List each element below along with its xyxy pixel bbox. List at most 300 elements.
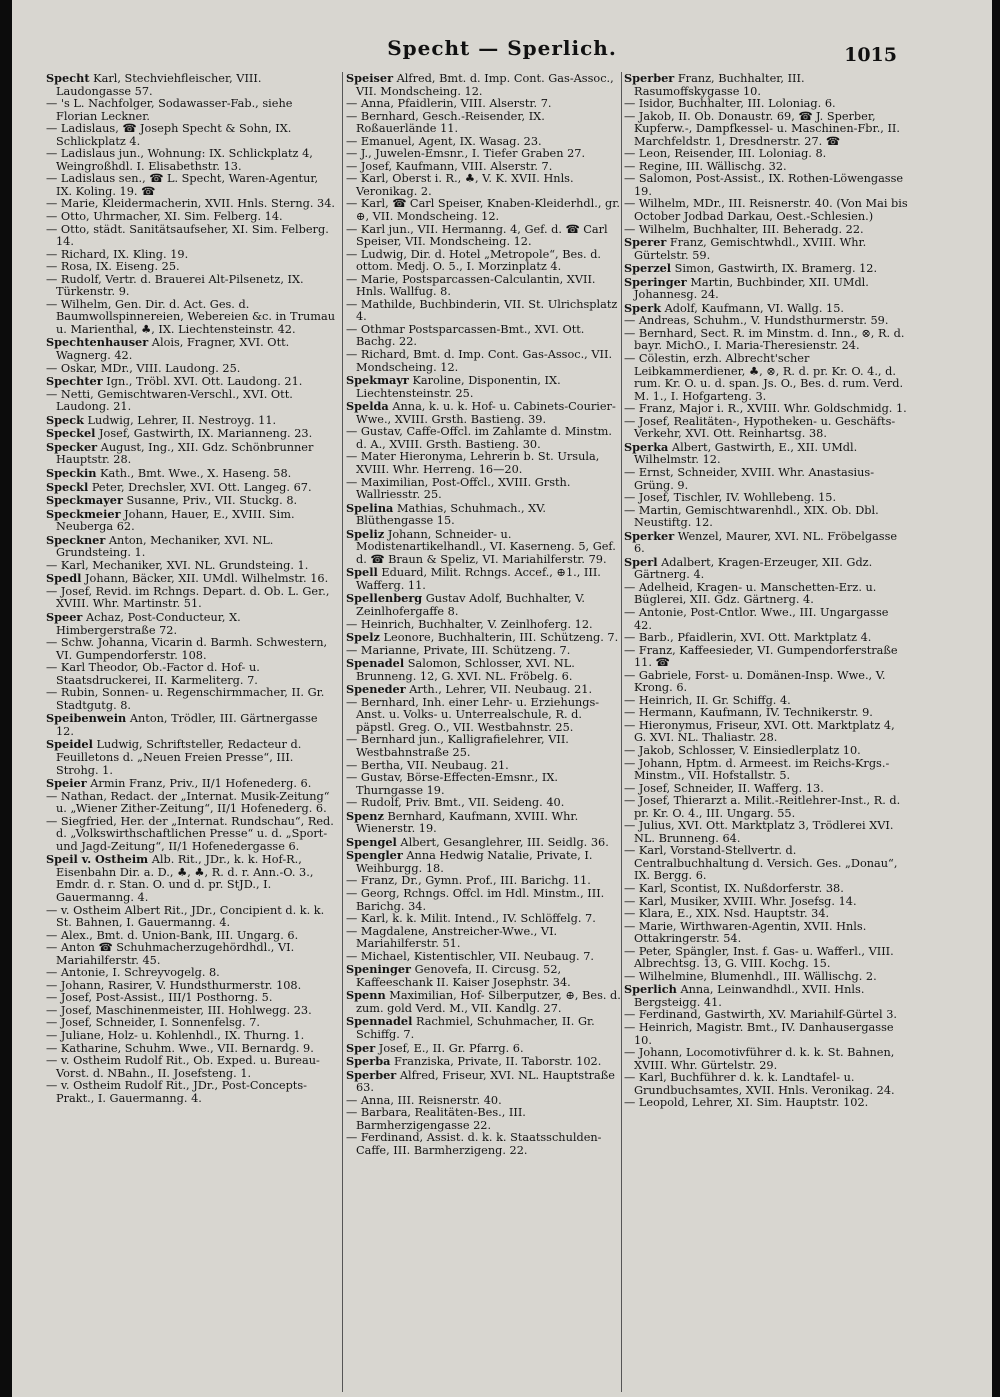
entry-text: Josef, E., II. Gr. Pfarrg. 6. bbox=[375, 1041, 524, 1055]
entry-text: — Regine, III. Wällischg. 32. bbox=[624, 159, 787, 173]
entry-text: — Wilhelm, Gen. Dir. d. Act. Ges. d. Baumwollspinnereien, Webereien &c. in Trumau u. Marienthal, ♣, IX. Liechtensteinstr. 42. bbox=[46, 297, 335, 336]
entry-text: — Otto, Uhrmacher, XI. Sim. Felberg. 14. bbox=[46, 210, 283, 224]
entry-text: — Johann, Hptm. d. Armeest. im Reichs-Krgs.-Minstm., VII. Hofstallstr. 5. bbox=[624, 756, 890, 783]
directory-entry bbox=[624, 276, 908, 302]
entry-text: Arth., Lehrer, VII. Neubaug. 21. bbox=[405, 683, 593, 697]
directory-entry bbox=[46, 637, 336, 662]
entry-text: — Karl, Musiker, XVIII. Whr. Josefsg. 14. bbox=[624, 894, 857, 908]
directory-entry bbox=[46, 389, 336, 414]
surname-heading: Speckel bbox=[46, 426, 96, 441]
directory-entry bbox=[346, 963, 622, 989]
directory-entry bbox=[46, 791, 336, 816]
entry-text: — Marie, Wirthwaren-Agentin, XVII. Hnls. Ottakringerstr. 54. bbox=[624, 919, 867, 946]
entry-text: — Heinrich, II. Gr. Schiffg. 4. bbox=[624, 693, 791, 707]
directory-entry bbox=[46, 98, 336, 123]
directory-entry bbox=[624, 921, 908, 946]
entry-text: — Josef, Thierarzt a. Milit.-Reitlehrer-Inst., R. d. pr. Kr. O. 4., III. Ungarg. 55. bbox=[624, 794, 901, 820]
entry-text: — Schw. Johanna, Vicarin d. Barmh. Schwestern, VI. Gumpendorferstr. 108. bbox=[46, 636, 328, 662]
directory-entry bbox=[346, 198, 622, 223]
directory-entry bbox=[46, 336, 336, 362]
column-1 bbox=[46, 72, 336, 1392]
entry-text: — Ferdinand, Assist. d. k. k. Staatsschulden-Caffe, III. Barmherzigeng. 22. bbox=[346, 1131, 602, 1157]
directory-entry bbox=[346, 324, 622, 349]
directory-entry bbox=[46, 1055, 336, 1080]
entry-text: — Alex., Bmt. d. Union-Bank, III. Ungarg. 6. bbox=[46, 928, 299, 942]
entry-text: Rachmiel, Schuhmacher, II. Gr. Schiffg. 7. bbox=[356, 1015, 595, 1042]
directory-entry bbox=[46, 1080, 336, 1105]
entry-text: — Rosa, IX. Eiseng. 25. bbox=[46, 260, 180, 274]
entry-text: — 's L. Nachfolger, Sodawasser-Fab., siehe Florian Leckner. bbox=[46, 97, 293, 123]
entry-text: — Emanuel, Agent, IX. Wasag. 23. bbox=[346, 134, 542, 148]
surname-heading: Spenz bbox=[346, 808, 384, 823]
entry-text: — Josef, Maschinenmeister, III. Hohlwegg. 23. bbox=[46, 1003, 312, 1017]
entry-text: Johann, Schneider- u. Modistenartikelhandl., VI. Kaserneng. 5, Gef. d. ☎ Braun & Speliz, VI. Mariahilferstr. 79. bbox=[356, 527, 616, 566]
entry-text: Salomon, Schlosser, XVI. NL. Brunneng. 12, G. XVI. NL. Fröbelg. 6. bbox=[356, 657, 575, 683]
directory-entry bbox=[46, 534, 336, 560]
entry-text: — Cölestin, erzh. Albrecht'scher Leibkammerdiener, ♣, ⊗, R. d. pr. Kr. O. 4., d. rum. Kr. O. u. d. span. Js. O., Bes. d. rum. Verd. M. 1., I. Hofgarteng. 3. bbox=[624, 352, 904, 403]
surname-heading: Spell bbox=[346, 565, 378, 580]
page-header bbox=[12, 30, 992, 70]
surname-heading: Sperer bbox=[624, 235, 667, 250]
entry-text: — Josef, Tischler, IV. Wohllebeng. 15. bbox=[624, 491, 837, 505]
directory-entry bbox=[346, 72, 622, 98]
entry-text: — Marie, Postsparcassen-Calculantin, XVII. Hnls. Wallfug. 8. bbox=[346, 272, 596, 299]
entry-text: — Marianne, Private, III. Schützeng. 7. bbox=[346, 643, 571, 657]
directory-entry bbox=[624, 1097, 908, 1110]
surname-heading: Spenadel bbox=[346, 656, 405, 671]
directory-entry bbox=[624, 670, 908, 695]
entry-text: — Jakob, Schlosser, V. Einsiedlerplatz 10. bbox=[624, 743, 861, 757]
page-number: 1015 bbox=[844, 44, 897, 66]
directory-entry bbox=[624, 353, 908, 403]
entry-text: — Rubin, Sonnen- u. Regenschirmmacher, II. Gr. Stadtgutg. 8. bbox=[46, 686, 325, 712]
entry-text: Anton, Trödler, III. Gärtnergasse 12. bbox=[56, 712, 318, 738]
entry-text: — Antonie, Post-Cntlor. Wwe., III. Ungargasse 42. bbox=[624, 605, 889, 632]
directory-entry bbox=[624, 795, 908, 820]
entry-text: — Bernhard, Inh. einer Lehr- u. Erziehungs-Anst. u. Volks- u. Unterrealschule, R. d. päpstl. Greg. O., VII. Westbahnstr. 25. bbox=[346, 695, 600, 734]
directory-entry bbox=[346, 528, 622, 567]
entry-text: — Bernhard jun., Kalligrafielehrer, VII. Westbahnstraße 25. bbox=[346, 733, 569, 759]
entry-text: — Maximilian, Post-Offcl., XVIII. Grsth. Wallriesstr. 25. bbox=[346, 475, 571, 502]
directory-entry bbox=[46, 508, 336, 534]
entry-text: — Jakob, II. Ob. Donaustr. 69, ☎ J. Sperber, Kupferw.-, Dampfkessel- u. Maschinen-Fbr., II. Marchfeldstr. 1, Dresdnerstr. 27. ☎ bbox=[624, 109, 900, 148]
directory-entry bbox=[346, 566, 622, 592]
directory-entry bbox=[346, 772, 622, 797]
directory-entry bbox=[346, 849, 622, 875]
entry-text: Johann, Bäcker, XII. UMdl. Wilhelmstr. 16. bbox=[81, 572, 329, 586]
directory-entry bbox=[624, 224, 908, 237]
entry-text: Josef, Gastwirth, IX. Marianneng. 23. bbox=[95, 427, 313, 441]
directory-entry bbox=[46, 123, 336, 148]
entry-text: — Leon, Reisender, III. Loloniag. 8. bbox=[624, 147, 827, 161]
surname-heading: Speckner bbox=[46, 532, 106, 547]
directory-entry bbox=[46, 375, 336, 389]
column-divider bbox=[342, 72, 343, 1392]
entry-text: Anna Hedwig Natalie, Private, I. Weihburgg. 18. bbox=[356, 849, 593, 875]
surname-heading: Speliz bbox=[346, 526, 385, 541]
directory-entry bbox=[346, 426, 622, 451]
directory-entry bbox=[346, 797, 622, 810]
entry-text: — Josef, Schneider, II. Wafferg. 13. bbox=[624, 781, 824, 795]
surname-heading: Speckmayer bbox=[46, 493, 123, 508]
entry-text: Bernhard, Kaufmann, XVIII. Whr. Wienerstr. 19. bbox=[356, 809, 579, 836]
directory-entry bbox=[346, 249, 622, 274]
directory-entry bbox=[346, 400, 622, 426]
entry-text: — Johann, Locomotivführer d. k. k. St. Bahnen, XVIII. Whr. Gürtelstr. 29. bbox=[624, 1046, 895, 1072]
page-title: Specht — Sperlich. bbox=[387, 36, 617, 60]
entry-text: Karl, Stechviehfleischer, VIII. Laudongasse 57. bbox=[56, 72, 262, 98]
directory-entry bbox=[624, 556, 908, 582]
surname-heading: Speckin bbox=[46, 465, 97, 480]
surname-heading: Speninger bbox=[346, 962, 412, 977]
entry-text: — Adelheid, Kragen- u. Manschetten-Erz. u. Büglerei, XII. Gdz. Gärtnerg. 4. bbox=[624, 580, 877, 607]
entry-text: Johann, Hauer, E., XVIII. Sim. Neuberga 62. bbox=[56, 507, 295, 534]
entry-text: Adolf, Kaufmann, VI. Wallg. 15. bbox=[661, 301, 844, 315]
entry-text: — Leopold, Lehrer, XI. Sim. Hauptstr. 102. bbox=[624, 1096, 869, 1110]
entry-text: — Martin, Gemischtwarenhdl., XIX. Ob. Dbl. Neustiftg. 12. bbox=[624, 503, 879, 530]
directory-entry bbox=[624, 416, 908, 441]
entry-text: Ign., Tröbl. XVI. Ott. Laudong. 21. bbox=[102, 375, 303, 389]
directory-entry bbox=[346, 374, 622, 400]
directory-entry bbox=[346, 1069, 622, 1095]
surname-heading: Spengel bbox=[346, 834, 397, 849]
entry-text: — Anton ☎ Schuhmacherzugehördhdl., VI. Mariahilferstr. 45. bbox=[46, 941, 295, 967]
surname-heading: Sperker bbox=[624, 528, 675, 543]
entry-text: — Siegfried, Her. der „Internat. Rundschau“, Red. d. „Volkswirthschaftlichen Presse“ u. d. „Sport- und Jagd-Zeitung“, II/1 Hofenedergasse 6. bbox=[46, 814, 334, 853]
surname-heading: Speier bbox=[46, 776, 87, 791]
entry-text: — Karl Theodor, Ob.-Factor d. Hof- u. Staatsdruckerei, II. Karmeliterg. 7. bbox=[46, 661, 260, 687]
entry-text: — Anna, Pfaidlerin, VIII. Alserstr. 7. bbox=[346, 97, 552, 111]
directory-entry bbox=[346, 631, 622, 645]
directory-entry bbox=[346, 1055, 622, 1069]
entry-text: Franz, Gemischtwhdl., XVIII. Whr. Gürtelstr. 59. bbox=[634, 236, 867, 262]
entry-text: Anna, Leinwandhdl., XVII. Hnls. Bergsteigg. 41. bbox=[634, 983, 865, 1009]
entry-text: Genovefa, II. Circusg. 52, Kaffeeschank II. Kaiser Josephstr. 34. bbox=[356, 963, 571, 989]
directory-entry bbox=[346, 592, 622, 618]
entry-text: — Mathilde, Buchbinderin, VII. St. Ulrichsplatz 4. bbox=[346, 297, 618, 324]
entry-text: Alfred, Friseur, XVI. NL. Hauptstraße 63. bbox=[356, 1068, 615, 1095]
directory-entry bbox=[46, 427, 336, 441]
entry-text: — Julius, XVI. Ott. Marktplatz 3, Trödlerei XVI. NL. Brunneng. 64. bbox=[624, 819, 894, 845]
entry-text: — Ernst, Schneider, XVIII. Whr. Anastasius-Grüng. 9. bbox=[624, 465, 875, 492]
directory-entry bbox=[624, 302, 908, 316]
surname-heading: Spelina bbox=[346, 500, 394, 515]
surname-heading: Speidel bbox=[46, 737, 93, 752]
entry-text: Anton, Mechaniker, XVI. NL. Grundsteing. 1. bbox=[56, 533, 274, 560]
directory-entry bbox=[624, 111, 908, 149]
entry-text: — Oskar, MDr., VIII. Laudong. 25. bbox=[46, 361, 241, 375]
surname-heading: Spelda bbox=[346, 399, 389, 414]
entry-text: Peter, Drechsler, XVI. Ott. Langeg. 67. bbox=[88, 480, 312, 494]
directory-entry bbox=[346, 697, 622, 735]
entry-text: Martin, Buchbinder, XII. UMdl. Johannesg. 24. bbox=[634, 275, 869, 302]
entry-text: — Rudolf, Vertr. d. Brauerei Alt-Pilsenetz, IX. Türkenstr. 9. bbox=[46, 272, 304, 299]
directory-entry bbox=[46, 481, 336, 495]
entry-text: — Otto, städt. Sanitätsaufseher, XI. Sim. Felberg. 14. bbox=[46, 222, 329, 249]
surname-heading: Spengler bbox=[346, 848, 403, 863]
directory-entry bbox=[346, 683, 622, 697]
entry-text: — Karl, Mechaniker, XVI. NL. Grundsteing. 1. bbox=[46, 558, 309, 572]
entry-text: — Ladislaus sen., ☎ L. Specht, Waren-Agentur, IX. Koling. 19. ☎ bbox=[46, 172, 319, 198]
entry-text: Alfred, Bmt. d. Imp. Cont. Gas-Assoc., VII. Mondscheing. 12. bbox=[356, 72, 614, 98]
directory-entry bbox=[46, 662, 336, 687]
directory-entry bbox=[346, 1042, 622, 1056]
directory-entry bbox=[346, 989, 622, 1015]
entry-text: — Josef, Revid. im Rchngs. Depart. d. Ob. L. Ger., XVIII. Whr. Martinstr. 51. bbox=[46, 584, 330, 611]
surname-heading: Specker bbox=[46, 439, 98, 454]
entry-text: — Wilhelm, Buchhalter, III. Beheradg. 22. bbox=[624, 222, 864, 236]
entry-text: — Johann, Rasirer, V. Hundsthurmerstr. 108. bbox=[46, 978, 302, 992]
directory-entry bbox=[346, 451, 622, 476]
directory-entry bbox=[46, 611, 336, 637]
entry-text: — Ladislaus, ☎ Joseph Specht & Sohn, IX. Schlickplatz 4. bbox=[46, 122, 292, 148]
surname-heading: Spelz bbox=[346, 630, 380, 645]
entry-text: Albert, Gastwirth, E., XII. UMdl. Wilhelmstr. 12. bbox=[634, 440, 858, 467]
entry-text: — Josef, Post-Assist., III/1 Posthorng. 5. bbox=[46, 991, 273, 1005]
entry-text: — Othmar Postsparcassen-Bmt., XVI. Ott. Bachg. 22. bbox=[346, 322, 585, 349]
directory-entry bbox=[46, 853, 336, 904]
surname-heading: Sperber bbox=[624, 72, 675, 85]
entry-text: Albert, Gesanglehrer, III. Seidlg. 36. bbox=[396, 835, 609, 849]
entry-text: Maximilian, Hof- Silberputzer, ⊕, Bes. d. zum. gold Verd. M., VII. Kandlg. 27. bbox=[356, 989, 621, 1015]
entry-text: — Juliane, Holz- u. Kohlenhdl., IX. Thurng. 1. bbox=[46, 1029, 305, 1043]
surname-heading: Speiser bbox=[346, 72, 394, 85]
entry-text: — Bernhard, Sect. R. im Minstm. d. Inn., ⊗, R. d. bayr. MichO., I. Maria-Theresienstr. 24. bbox=[624, 326, 905, 353]
surname-heading: Spellenberg bbox=[346, 591, 423, 606]
directory-entry bbox=[346, 926, 622, 951]
entry-text: Anna, k. u. k. Hof- u. Cabinets-Courier-Wwe., XVIII. Grsth. Bastieng. 39. bbox=[356, 400, 616, 426]
entry-text: Franz, Buchhalter, III. Rasumoffskygasse 10. bbox=[634, 72, 805, 98]
entry-text: — Antonie, I. Schreyvogelg. 8. bbox=[46, 966, 220, 980]
directory-entry bbox=[346, 224, 622, 249]
surname-heading: Speringer bbox=[624, 274, 687, 289]
directory-entry bbox=[624, 946, 908, 971]
entry-text: Karoline, Disponentin, IX. Liechtensteinstr. 25. bbox=[356, 374, 561, 400]
entry-text: Ludwig, Lehrer, II. Nestroyg. 11. bbox=[83, 413, 277, 427]
entry-text: — Karl, ☎ Carl Speiser, Knaben-Kleiderhdl., gr. ⊕, VII. Mondscheing. 12. bbox=[346, 197, 620, 224]
surname-heading: Spechtenhauser bbox=[46, 335, 149, 350]
entry-text: Eduard, Milit. Rchngs. Accef., ⊕1., III. Wafferg. 11. bbox=[356, 566, 601, 592]
surname-heading: Speneder bbox=[346, 682, 406, 697]
entry-text: — Magdalene, Anstreicher-Wwe., VI. Mariahilferstr. 51. bbox=[346, 924, 558, 951]
entry-text: Kath., Bmt. Wwe., X. Haseng. 58. bbox=[96, 466, 292, 480]
directory-entry bbox=[624, 441, 908, 467]
directory-entry bbox=[346, 810, 622, 836]
directory-entry bbox=[624, 983, 908, 1009]
entry-text: Armin Franz, Priv., II/1 Hofenederg. 6. bbox=[86, 777, 312, 791]
entry-text: Susanne, Priv., VII. Stuckg. 8. bbox=[122, 494, 298, 508]
surname-heading: Spenn bbox=[346, 988, 386, 1003]
directory-entry bbox=[624, 607, 908, 632]
entry-text: — Josef, Kaufmann, VIII. Alserstr. 7. bbox=[346, 159, 553, 173]
entry-text: — Gustav, Caffe-Offcl. im Zahlamte d. Minstm. d. A., XVIII. Grsth. Bastieng. 30. bbox=[346, 425, 612, 451]
column-2 bbox=[346, 72, 622, 1392]
directory-entry bbox=[46, 942, 336, 967]
directory-entry bbox=[624, 328, 908, 353]
directory-entry bbox=[46, 414, 336, 428]
entry-text: — Nathan, Redact. der „Internat. Musik-Zeitung“ u. „Wiener Zither-Zeitung“, II/1 Hofenederg. 6. bbox=[46, 789, 330, 816]
directory-entry bbox=[46, 494, 336, 508]
entry-text: Ludwig, Schriftsteller, Redacteur d. Feuilletons d. „Neuen Freien Presse“, III. Strohg. 1. bbox=[56, 738, 302, 777]
surname-heading: Sperber bbox=[346, 1067, 397, 1082]
surname-heading: Sperl bbox=[624, 554, 658, 569]
entry-text: — Peter, Spängler, Inst. f. Gas- u. Wafferl., VIII. Albrechtsg. 13, G. VIII. Kochg. 15. bbox=[624, 944, 894, 971]
directory-entry bbox=[46, 148, 336, 173]
directory-entry bbox=[46, 586, 336, 611]
entry-text: — Bernhard, Gesch.-Reisender, IX. Roßauerlände 11. bbox=[346, 109, 545, 136]
directory-entry bbox=[346, 1107, 622, 1132]
entry-text: — v. Ostheim Rudolf Rit., JDr., Post-Concepts-Prakt., I. Gauermanng. 4. bbox=[46, 1079, 307, 1105]
directory-entry bbox=[624, 173, 908, 198]
directory-entry bbox=[346, 1132, 622, 1157]
directory-entry bbox=[346, 734, 622, 759]
entry-text: — Isidor, Buchhalter, III. Loloniag. 6. bbox=[624, 97, 836, 111]
directory-entry bbox=[624, 505, 908, 530]
directory-entry bbox=[46, 72, 336, 98]
entry-text: — Katharine, Schuhm. Wwe., VII. Bernardg. 9. bbox=[46, 1041, 314, 1055]
directory-entry bbox=[346, 888, 622, 913]
entry-text: — Salomon, Post-Assist., IX. Rothen-Löwengasse 19. bbox=[624, 172, 904, 198]
surname-heading: Speer bbox=[46, 609, 83, 624]
entry-text: — Franz, Major i. R., XVIII. Whr. Goldschmidg. 1. bbox=[624, 402, 907, 416]
directory-entry bbox=[46, 712, 336, 738]
entry-text: — Karl, Buchführer d. k. k. Landtafel- u. Grundbuchsamtes, XVII. Hnls. Veronikag. 24. bbox=[624, 1071, 895, 1097]
entry-text: — Ladislaus jun., Wohnung: IX. Schlickplatz 4, Weingroßhdl. I. Elisabethstr. 13. bbox=[46, 147, 313, 173]
entry-text: — Bertha, VII. Neubaug. 21. bbox=[346, 758, 509, 772]
directory-entry bbox=[624, 198, 908, 223]
entry-text: — Anna, III. Reisnerstr. 40. bbox=[346, 1093, 502, 1107]
entry-text: — Ludwig, Dir. d. Hotel „Metropole“, Bes. d. ottom. Medj. O. 5., I. Morzinplatz 4. bbox=[346, 247, 602, 274]
entry-text: — v. Ostheim Rudolf Rit., Ob. Exped. u. Bureau-Vorst. d. NBahn., II. Josefsteng. 1. bbox=[46, 1054, 320, 1080]
directory-entry bbox=[346, 349, 622, 374]
entry-text: — Rudolf, Priv. Bmt., VII. Seideng. 40. bbox=[346, 796, 565, 810]
directory-entry bbox=[346, 173, 622, 198]
entry-text: — Karl, k. k. Milit. Intend., IV. Schlöffelg. 7. bbox=[346, 912, 596, 926]
entry-text: Adalbert, Kragen-Erzeuger, XII. Gdz. Gärtnerg. 4. bbox=[634, 555, 873, 582]
entry-text: — Richard, IX. Kling. 19. bbox=[46, 247, 189, 261]
directory-entry bbox=[46, 816, 336, 854]
directory-entry bbox=[624, 467, 908, 492]
surname-heading: Speck bbox=[46, 412, 84, 427]
entry-text: August, Ing., XII. Gdz. Schönbrunner Hauptstr. 28. bbox=[56, 440, 314, 467]
directory-entry bbox=[46, 224, 336, 249]
entry-text: — Marie, Kleidermacherin, XVII. Hnls. Sterng. 34. bbox=[46, 197, 335, 211]
directory-entry bbox=[346, 299, 622, 324]
surname-heading: Sperk bbox=[624, 300, 662, 315]
directory-entry bbox=[346, 111, 622, 136]
entry-text: — Mater Hieronyma, Lehrerin b. St. Ursula, XVIII. Whr. Herreng. 16—20. bbox=[346, 450, 600, 476]
surname-heading: Sperba bbox=[346, 1054, 391, 1069]
directory-entry bbox=[46, 572, 336, 586]
directory-entry bbox=[346, 274, 622, 299]
directory-entry bbox=[346, 502, 622, 528]
entry-text: — Franz, Kaffeesieder, VI. Gumpendorferstraße 11. ☎ bbox=[624, 643, 898, 670]
entry-text: — Hieronymus, Friseur, XVI. Ott. Marktplatz 4, G. XVI. NL. Thaliastr. 28. bbox=[624, 718, 895, 745]
entry-text: Franziska, Private, II. Taborstr. 102. bbox=[390, 1055, 602, 1069]
directory-entry bbox=[624, 530, 908, 556]
directory-entry bbox=[46, 467, 336, 481]
entry-text: — Wilhelmine, Blumenhdl., III. Wällischg. 2. bbox=[624, 969, 877, 983]
directory-entry bbox=[46, 687, 336, 712]
entry-text: — Josef, Realitäten-, Hypotheken- u. Geschäfts-Verkehr, XVI. Ott. Reinhartsg. 38. bbox=[624, 414, 896, 441]
entry-text: — Karl jun., VII. Hermanng. 4, Gef. d. ☎ Carl Speiser, VII. Mondscheing. 12. bbox=[346, 222, 608, 249]
entry-text: — Richard, Bmt. d. Imp. Cont. Gas-Assoc., VII. Mondscheing. 12. bbox=[346, 348, 613, 374]
entry-text: Achaz, Post-Conducteur, X. Himbergerstraße 72. bbox=[56, 610, 241, 637]
directory-entry bbox=[624, 1072, 908, 1097]
directory-entry bbox=[624, 758, 908, 783]
surname-heading: Speil v. Ostheim bbox=[46, 852, 149, 867]
directory-entry bbox=[624, 720, 908, 745]
entry-text: Gustav Adolf, Buchhalter, V. Zeinlhofergaffe 8. bbox=[356, 592, 586, 618]
directory-entry bbox=[624, 582, 908, 607]
directory-page bbox=[12, 0, 992, 1397]
directory-entry bbox=[624, 845, 908, 883]
entry-text: Leonore, Buchhalterin, III. Schützeng. 7. bbox=[379, 631, 619, 645]
entry-text: Alois, Fragner, XVI. Ott. Wagnerg. 42. bbox=[56, 336, 290, 363]
directory-entry bbox=[46, 274, 336, 299]
entry-text: — v. Ostheim Albert Rit., JDr., Concipient d. k. k. St. Bahnen, I. Gauermanng. 4. bbox=[46, 903, 325, 930]
surname-heading: Sperzel bbox=[624, 261, 672, 276]
directory-entry bbox=[46, 441, 336, 467]
surname-heading: Spechter bbox=[46, 374, 103, 389]
directory-entry bbox=[624, 645, 908, 670]
entry-text: — Barbara, Realitäten-Bes., III. Barmherzigengasse 22. bbox=[346, 1106, 526, 1132]
entry-text: — Karl, Vorstand-Stellvertr. d. Centralbuchhaltung d. Versich. Ges. „Donau“, IX. Bergg. 6. bbox=[624, 844, 898, 883]
surname-heading: Specht bbox=[46, 72, 90, 85]
entry-text: — Michael, Kistentischler, VII. Neubaug. 7. bbox=[346, 949, 594, 963]
column-3 bbox=[624, 72, 908, 1392]
entry-text: Wenzel, Maurer, XVI. NL. Fröbelgasse 6. bbox=[634, 529, 898, 556]
surname-heading: Spedl bbox=[46, 571, 82, 586]
entry-text: Simon, Gastwirth, IX. Bramerg. 12. bbox=[671, 262, 878, 276]
entry-text: — Hermann, Kaufmann, IV. Technikerstr. 9. bbox=[624, 706, 873, 720]
entry-text: — Netti, Gemischtwaren-Verschl., XVI. Ott. Laudong. 21. bbox=[46, 387, 293, 414]
directory-entry bbox=[624, 262, 908, 276]
entry-text: — Josef, Schneider, I. Sonnenfelsg. 7. bbox=[46, 1016, 261, 1030]
directory-entry bbox=[46, 738, 336, 777]
directory-entry bbox=[46, 299, 336, 337]
entry-text: — Gustav, Börse-Effecten-Emsnr., IX. Thurngasse 19. bbox=[346, 771, 558, 797]
entry-text: — Georg, Rchngs. Offcl. im Hdl. Minstm., III. Barichg. 34. bbox=[346, 887, 605, 913]
directory-entry bbox=[624, 1022, 908, 1047]
entry-text: — Andreas, Schuhm., V. Hundsthurmerstr. 59. bbox=[624, 314, 889, 328]
entry-text: — Barb., Pfaidlerin, XVI. Ott. Marktplatz 4. bbox=[624, 631, 872, 645]
surname-heading: Speckmeier bbox=[46, 506, 121, 521]
directory-entry bbox=[346, 657, 622, 683]
entry-text: — J., Juwelen-Emsnr., I. Tiefer Graben 27. bbox=[346, 147, 586, 161]
entry-text: — Ferdinand, Gastwirth, XV. Mariahilf-Gürtel 3. bbox=[624, 1008, 897, 1022]
entry-text: Alb. Rit., JDr., k. k. Hof-R., Eisenbahn Dir. a. D., ♣, ♣, R. d. r. Ann.-O. 3., Emdr. d. r. Stan. O. und d. pr. StJD., I. Gauermanng. 4. bbox=[56, 853, 314, 904]
directory-entry bbox=[624, 820, 908, 845]
directory-entry bbox=[624, 1047, 908, 1072]
entry-text: — Heinrich, Magistr. Bmt., IV. Danhausergasse 10. bbox=[624, 1021, 894, 1047]
entry-text: — Wilhelm, MDr., III. Reisnerstr. 40. (Von Mai bis October Jodbad Darkau, Oest.-Schlesien.) bbox=[624, 197, 908, 224]
directory-entry bbox=[46, 173, 336, 198]
surname-heading: Spekmayr bbox=[346, 373, 409, 388]
entry-text: — Franz, Dr., Gymn. Prof., III. Barichg. 11. bbox=[346, 874, 591, 888]
directory-entry bbox=[46, 905, 336, 930]
directory-entry bbox=[346, 477, 622, 502]
directory-entry bbox=[346, 619, 622, 632]
entry-text: — Karl, Oberst i. R., ♣, V. K. XVII. Hnls. Veronikag. 2. bbox=[346, 172, 574, 198]
surname-heading: Sperka bbox=[624, 439, 669, 454]
entry-text: Mathias, Schuhmach., XV. Blüthengasse 15. bbox=[356, 501, 546, 528]
entry-text: — Karl, Scontist, IX. Nußdorferstr. 38. bbox=[624, 882, 844, 895]
surname-heading: Speibenwein bbox=[46, 711, 127, 726]
entry-text: — Gabriele, Forst- u. Domänen-Insp. Wwe., V. Krong. 6. bbox=[624, 668, 886, 695]
directory-entry bbox=[46, 560, 336, 573]
entry-text: — Heinrich, Buchhalter, V. Zeinlhoferg. 12. bbox=[346, 617, 593, 631]
